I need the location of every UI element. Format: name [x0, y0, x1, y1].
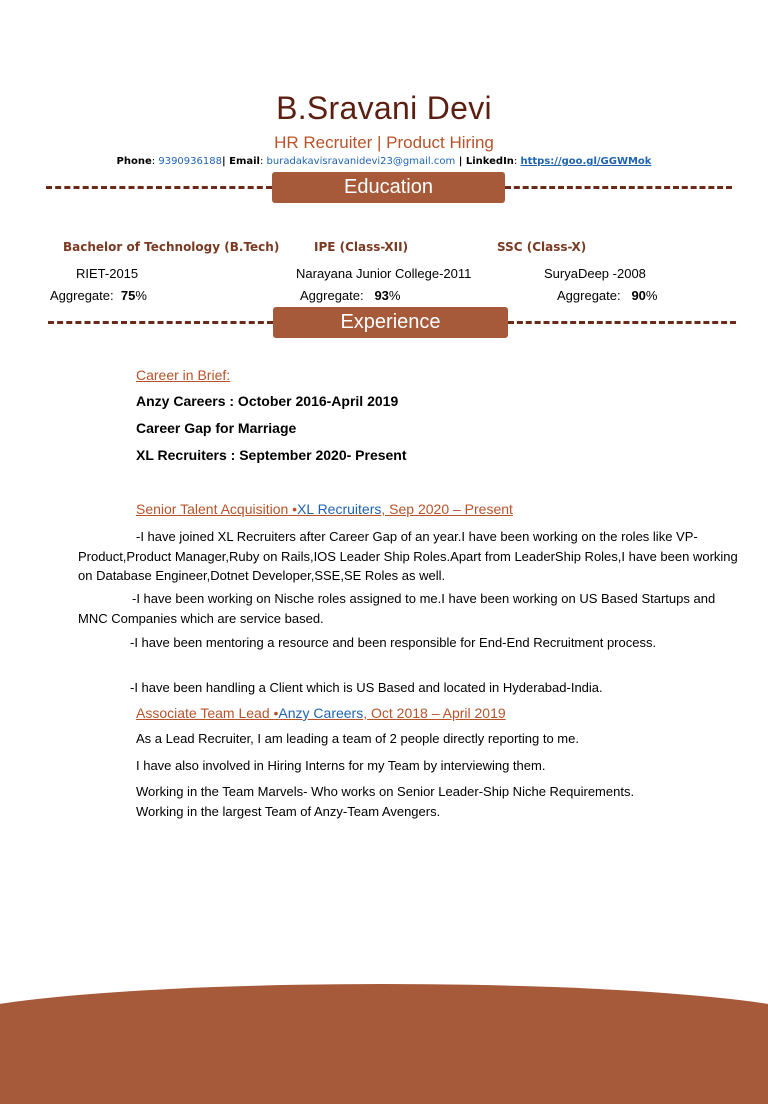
- experience-divider-right: [508, 321, 736, 324]
- linkedin-label: LinkedIn: [465, 156, 514, 167]
- education-institution-ipe: Narayana Junior College-2011: [296, 266, 472, 281]
- phone-number[interactable]: 9390936188: [158, 156, 222, 167]
- education-heading-ipe: IPE (Class-XII): [314, 240, 409, 254]
- job-bullet: -I have been handling a Client which is US Based and located in Hyderabad-India.: [130, 680, 603, 695]
- job-company: Anzy Careers: [278, 705, 364, 721]
- email-label: Email: [229, 156, 260, 167]
- brief-item: XL Recruiters : September 2020- Present: [136, 447, 407, 463]
- education-aggregate-ssc: Aggregate: 90%: [557, 288, 658, 303]
- education-aggregate-btech: Aggregate: 75%: [50, 288, 147, 303]
- aggregate-value: 75: [120, 288, 136, 303]
- aggregate-value: 90: [631, 288, 646, 303]
- education-heading-ssc: SSC (Class-X): [497, 240, 587, 254]
- brief-item: Career Gap for Marriage: [136, 420, 297, 436]
- contact-line: Phone: 9390936188| Email: buradakavisravanidevi23@gmail.com | LinkedIn: https://goo.gl/GGWMok: [116, 156, 652, 167]
- job-title-associate-team-lead: Associate Team Lead •Anzy Careers, Oct 2018 – April 2019: [136, 705, 506, 721]
- aggregate-value: 93: [374, 288, 389, 303]
- job-bullet: -I have been working on Nische roles assigned to me.I have been working on US Based Startups and MNC Companies which are service based.: [78, 591, 716, 626]
- email-address[interactable]: buradakavisravanidevi23@gmail.com: [266, 156, 456, 167]
- linkedin-link[interactable]: https://goo.gl/GGWMok: [520, 156, 652, 167]
- education-divider-left: [46, 186, 272, 189]
- experience-section-title: Experience: [273, 307, 508, 338]
- job-bullet: As a Lead Recruiter, I am leading a team of 2 people directly reporting to me.: [136, 731, 579, 746]
- job-bullet: Working in the largest Team of Anzy-Team Avengers.: [136, 804, 441, 819]
- education-divider-right: [505, 186, 732, 189]
- candidate-name: B.Sravani Devi: [276, 90, 492, 126]
- job-bullet: -I have joined XL Recruiters after Career Gap of an year.I have been working on the roles like VP-Product,Product Manager,Ruby on Rails,IOS Leader Ship Roles.Apart from LeaderShip Roles,I have been working on Database Engineer,Dotnet Developer,SSE,SE Roles as well.: [78, 529, 738, 583]
- experience-divider-left: [48, 321, 273, 324]
- education-institution-ssc: SuryaDeep -2008: [544, 266, 646, 281]
- education-heading-btech: Bachelor of Technology (B.Tech): [63, 240, 280, 254]
- footer-wave: [0, 984, 768, 1104]
- education-institution-btech: RIET-2015: [76, 266, 139, 281]
- job-title-senior-talent-acquisition: Senior Talent Acquisition •XL Recruiters, Sep 2020 – Present: [136, 501, 513, 517]
- job-bullet: I have also involved in Hiring Interns for my Team by interviewing them.: [136, 758, 546, 773]
- phone-label: Phone: [116, 156, 152, 167]
- job-bullet: -I have been mentoring a resource and been responsible for End-End Recruitment process.: [130, 635, 657, 650]
- education-section-title: Education: [272, 172, 505, 203]
- job-company: XL Recruiters: [297, 501, 382, 517]
- candidate-subtitle: HR Recruiter | Product Hiring: [274, 133, 494, 152]
- education-aggregate-ipe: Aggregate: 93%: [300, 288, 401, 303]
- career-in-brief-heading: Career in Brief:: [136, 367, 231, 383]
- job-bullet: Working in the Team Marvels- Who works on Senior Leader-Ship Niche Requirements.: [136, 784, 635, 799]
- brief-item: Anzy Careers : October 2016-April 2019: [136, 393, 399, 409]
